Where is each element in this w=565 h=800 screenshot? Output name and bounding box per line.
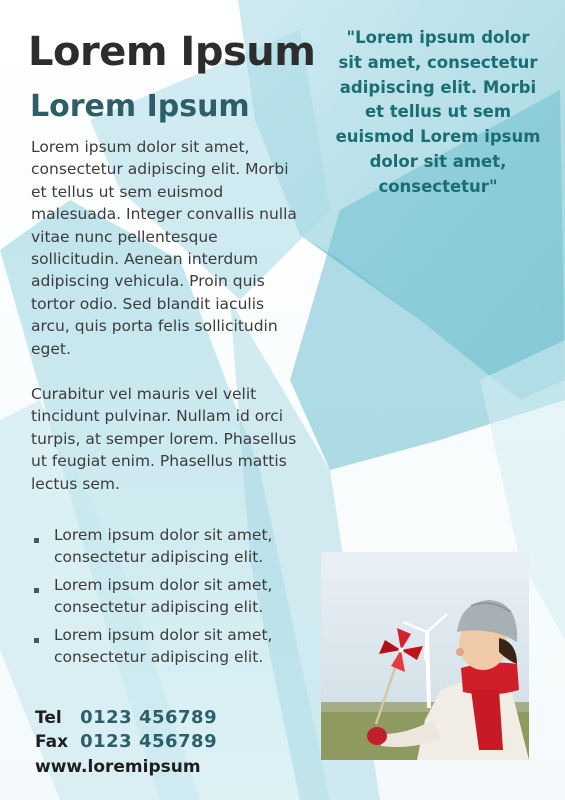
bullet-list (34, 524, 296, 673)
tel-label: Tel (35, 708, 62, 728)
body-paragraph-2: Curabitur vel mauris vel velit tincidunt pulvinar. Nullam id orci turpis, at semper lorem. Phasellus ut feugiat enim. Phasellus mattis lectus sem. (31, 385, 297, 493)
bullet-item-2 (34, 574, 296, 619)
bullet-text: Lorem ipsum dolor sit amet, consectetur adipiscing elit. (54, 625, 273, 667)
bullet-square-icon (34, 638, 39, 643)
child-with-pinwheel-photo (321, 552, 529, 760)
website-link[interactable]: www.loremipsum (35, 757, 201, 777)
tel-row (35, 706, 315, 730)
photo-illustration (321, 552, 529, 760)
bullet-square-icon (34, 588, 39, 593)
page-title: Lorem Ipsum (28, 29, 316, 75)
pull-quote: "Lorem ipsum dolor sit amet, consectetur adipiscing elit. Morbi et tellus ut sem euismod Lorem ipsum dolor sit amet, consectetur" (335, 28, 541, 196)
bullet-square-icon (34, 538, 39, 543)
bullet-text: Lorem ipsum dolor sit amet, consectetur adipiscing elit. (54, 526, 273, 567)
bullet-item-1 (34, 524, 296, 569)
fax-label: Fax (35, 732, 69, 752)
fax-number: 0123 456789 (80, 731, 218, 752)
bullet-item-3 (34, 624, 296, 669)
body-paragraph-1: Lorem ipsum dolor sit amet, consectetur adipiscing elit. Morbi et tellus ut sem euismod malesuada. Integer convallis nulla vitae nunc pellentesque sollicitudin. Aenean interdum adipiscing vehicula. Proin quis tortor odio. Sed blandit iaculis arcu, quis porta felis sollicitudin eget. (31, 138, 297, 358)
bullet-text: Lorem ipsum dolor sit amet, consectetur adipiscing elit. (54, 575, 273, 617)
fax-row (35, 730, 315, 754)
contact-block (35, 706, 315, 779)
tel-number[interactable]: 0123 456789 (80, 707, 218, 728)
page-subtitle: Lorem Ipsum (30, 89, 250, 124)
